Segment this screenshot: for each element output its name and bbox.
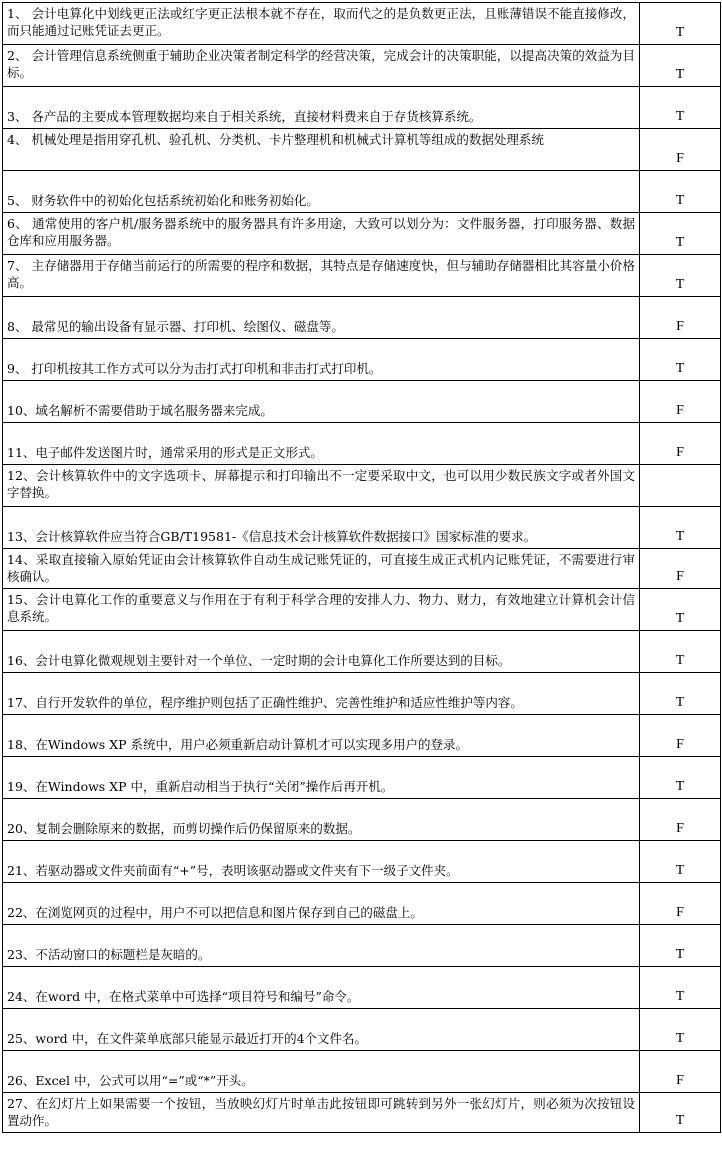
answer-cell: F xyxy=(640,799,721,841)
question-cell: 21、若驱动器或文件夹前面有“+”号，表明该驱动器或文件夹有下一级子文件夹。 xyxy=(3,841,640,883)
table-row xyxy=(3,3,721,45)
table-row xyxy=(3,799,721,841)
table-row xyxy=(3,87,721,129)
question-cell: 2、 会计管理信息系统侧重于辅助企业决策者制定科学的经营决策，完成会计的决策职能，以提高决策的效益为目标。 xyxy=(3,45,640,87)
answer-cell: F xyxy=(640,715,721,757)
question-cell: 17、自行开发软件的单位，程序维护则包括了正确性维护、完善性维护和适应性维护等内容。 xyxy=(3,673,640,715)
answer-cell: T xyxy=(640,841,721,883)
answer-cell: T xyxy=(640,3,721,45)
question-cell: 8、 最常见的输出设备有显示器、打印机、绘图仪、磁盘等。 xyxy=(3,297,640,339)
table-row xyxy=(3,45,721,87)
question-cell: 10、域名解析不需要借助于域名服务器来完成。 xyxy=(3,381,640,423)
answer-cell: T xyxy=(640,507,721,549)
answer-cell: T xyxy=(640,45,721,87)
question-cell: 12、会计核算软件中的文字选项卡、屏幕提示和打印输出不一定要采取中文，也可以用少数民族文字或者外国文字替换。 xyxy=(3,465,640,507)
table-row xyxy=(3,129,721,171)
question-cell: 11、电子邮件发送图片时，通常采用的形式是正文形式。 xyxy=(3,423,640,465)
table-row xyxy=(3,631,721,673)
question-cell: 24、在word 中，在格式菜单中可选择“项目符号和编号”命令。 xyxy=(3,967,640,1009)
answer-cell: T xyxy=(640,171,721,213)
table-row xyxy=(3,171,721,213)
table-row xyxy=(3,673,721,715)
question-cell: 27、在幻灯片上如果需要一个按钮，当放映幻灯片时单击此按钮即可跳转到另外一张幻灯片，则必须为次按钮设置动作。 xyxy=(3,1093,640,1133)
question-cell: 3、 各产品的主要成本管理数据均来自于相关系统，直接材料费来自于存货核算系统。 xyxy=(3,87,640,129)
table-row xyxy=(3,213,721,255)
answer-cell: T xyxy=(640,213,721,255)
answer-cell: F xyxy=(640,883,721,925)
table-row xyxy=(3,589,721,631)
question-cell: 26、Excel 中，公式可以用“=”或“*”开头。 xyxy=(3,1051,640,1093)
answer-cell: F xyxy=(640,129,721,171)
table-row xyxy=(3,1009,721,1051)
table-row xyxy=(3,967,721,1009)
table-row xyxy=(3,255,721,297)
answer-cell: T xyxy=(640,631,721,673)
answer-cell: T xyxy=(640,925,721,967)
answer-cell: F xyxy=(640,297,721,339)
table-row xyxy=(3,381,721,423)
question-cell: 7、 主存储器用于存储当前运行的所需要的程序和数据，其特点是存储速度快，但与辅助存储器相比其容量小价格高。 xyxy=(3,255,640,297)
true-false-table xyxy=(2,2,721,1133)
question-cell: 22、在浏览网页的过程中，用户不可以把信息和图片保存到自己的磁盘上。 xyxy=(3,883,640,925)
question-cell: 15、会计电算化工作的重要意义与作用在于有利于科学合理的安排人力、物力、财力，有效地建立计算机会计信息系统。 xyxy=(3,589,640,631)
question-cell: 25、word 中，在文件菜单底部只能显示最近打开的4个文件名。 xyxy=(3,1009,640,1051)
question-cell: 6、 通常使用的客户机/服务器系统中的服务器具有许多用途，大致可以划分为：文件服务器，打印服务器、数据仓库和应用服务器。 xyxy=(3,213,640,255)
table-row xyxy=(3,1051,721,1093)
question-cell: 16、会计电算化微观规划主要针对一个单位、一定时期的会计电算化工作所要达到的目标。 xyxy=(3,631,640,673)
table-row xyxy=(3,507,721,549)
answer-cell: T xyxy=(640,87,721,129)
answer-cell: F xyxy=(640,423,721,465)
question-cell: 9、 打印机按其工作方式可以分为击打式打印机和非击打式打印机。 xyxy=(3,339,640,381)
question-cell: 18、在Windows XP 系统中，用户必须重新启动计算机才可以实现多用户的登录。 xyxy=(3,715,640,757)
answer-cell: T xyxy=(640,673,721,715)
answer-cell: T xyxy=(640,1093,721,1133)
answer-cell: T xyxy=(640,757,721,799)
table-row xyxy=(3,715,721,757)
answer-cell: F xyxy=(640,549,721,589)
answer-cell: T xyxy=(640,967,721,1009)
question-cell: 1、 会计电算化中划线更正法或红字更正法根本就不存在，取而代之的是负数更正法，且账薄错误不能直接修改，而只能通过记账凭证去更正。 xyxy=(3,3,640,45)
table-row xyxy=(3,757,721,799)
question-cell: 14、采取直接输入原始凭证由会计核算软件自动生成记账凭证的，可直接生成正式机内记账凭证，不需要进行审核确认。 xyxy=(3,549,640,589)
answer-cell: F xyxy=(640,1051,721,1093)
question-cell: 4、 机械处理是指用穿孔机、验孔机、分类机、卡片整理机和机械式计算机等组成的数据处理系统 xyxy=(3,129,640,171)
answer-cell: T xyxy=(640,589,721,631)
table-row xyxy=(3,883,721,925)
answer-cell: T xyxy=(640,339,721,381)
question-cell: 13、会计核算软件应当符合GB/T19581-《信息技术会计核算软件数据接口》国家标准的要求。 xyxy=(3,507,640,549)
table-row xyxy=(3,1093,721,1133)
question-cell: 20、复制会删除原来的数据，而剪切操作后仍保留原来的数据。 xyxy=(3,799,640,841)
table-row xyxy=(3,841,721,883)
table-row xyxy=(3,297,721,339)
table-row xyxy=(3,549,721,589)
answer-cell xyxy=(640,465,721,507)
answer-cell: T xyxy=(640,255,721,297)
question-cell: 23、不活动窗口的标题栏是灰暗的。 xyxy=(3,925,640,967)
question-cell: 19、在Windows XP 中，重新启动相当于执行“关闭”操作后再开机。 xyxy=(3,757,640,799)
table-row xyxy=(3,339,721,381)
question-cell: 5、 财务软件中的初始化包括系统初始化和账务初始化。 xyxy=(3,171,640,213)
answer-cell: F xyxy=(640,381,721,423)
table-row xyxy=(3,465,721,507)
table-row xyxy=(3,423,721,465)
table-row xyxy=(3,925,721,967)
answer-cell: T xyxy=(640,1009,721,1051)
